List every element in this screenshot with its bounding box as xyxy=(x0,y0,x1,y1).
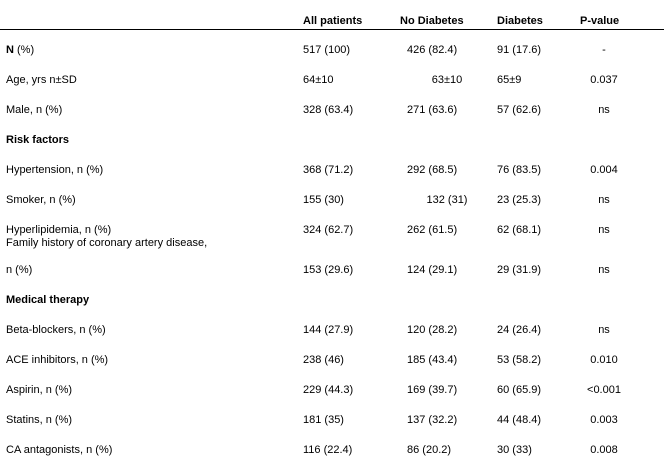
row-label-bold: N xyxy=(6,44,14,56)
table-row-ace-inhibitors xyxy=(0,354,664,370)
table-row-n xyxy=(0,44,664,60)
row-label: CA antagonists, n (%) xyxy=(6,444,113,456)
cell-no-diabetes: 86 (20.2) xyxy=(407,444,452,456)
cell-all: 144 (27.9) xyxy=(303,324,354,336)
table-row-statins xyxy=(0,414,664,430)
header-pvalue: P-value xyxy=(580,15,620,27)
cell-no-diabetes: 426 (82.4) xyxy=(407,44,458,56)
cell-all: 116 (22.4) xyxy=(303,444,353,456)
cell-all: 517 (100) xyxy=(303,44,351,56)
cell-diabetes: 23 (25.3) xyxy=(497,194,542,206)
cell-pvalue: ns xyxy=(598,194,610,206)
cell-diabetes: 91 (17.6) xyxy=(497,44,542,56)
cell-all: 229 (44.3) xyxy=(303,384,354,396)
cell-pvalue: ns xyxy=(598,224,610,236)
cell-all: 181 (35) xyxy=(303,414,344,426)
row-label: Hypertension, n (%) xyxy=(6,164,104,176)
row-label-rest: (%) xyxy=(13,44,35,56)
cell-diabetes: 62 (68.1) xyxy=(497,224,542,236)
cell-no-diabetes: 271 (63.6) xyxy=(407,104,458,116)
cell-no-diabetes: 169 (39.7) xyxy=(407,384,458,396)
cell-no-diabetes: 185 (43.4) xyxy=(407,354,458,366)
cell-no-diabetes: 120 (28.2) xyxy=(407,324,458,336)
cell-pvalue: 0.004 xyxy=(590,164,618,176)
table-row-ca-antagonists xyxy=(0,444,664,460)
cell-all: 64±10 xyxy=(303,74,334,86)
cell-all: 153 (29.6) xyxy=(303,264,354,276)
cell-all: 238 (46) xyxy=(303,354,344,366)
cell-diabetes: 24 (26.4) xyxy=(497,324,542,336)
row-label: Statins, n (%) xyxy=(6,414,73,426)
cell-diabetes: 65±9 xyxy=(497,74,522,86)
row-label: ACE inhibitors, n (%) xyxy=(6,354,109,366)
section-medical-therapy: Medical therapy xyxy=(6,294,90,306)
cell-all: 368 (71.2) xyxy=(303,164,354,176)
table-row-aspirin xyxy=(0,384,664,400)
cell-all: 328 (63.4) xyxy=(303,104,354,116)
row-label xyxy=(6,44,34,57)
cell-all: 324 (62.7) xyxy=(303,224,354,236)
section-risk-factors: Risk factors xyxy=(6,134,69,146)
row-label: Smoker, n (%) xyxy=(6,194,76,206)
cell-pvalue: <0.001 xyxy=(587,384,621,396)
table-row-hypertension xyxy=(0,164,664,180)
header-no-diabetes: No Diabetes xyxy=(400,15,464,27)
table-row-beta-blockers xyxy=(0,324,664,340)
table-row-smoker xyxy=(0,194,664,210)
table-row-family-history xyxy=(0,264,664,280)
row-label: n (%) xyxy=(6,264,33,276)
row-label: Aspirin, n (%) xyxy=(6,384,73,396)
cell-no-diabetes: 124 (29.1) xyxy=(407,264,458,276)
table-row-age xyxy=(0,74,664,90)
row-label: Age, yrs n±SD xyxy=(6,74,77,86)
cell-no-diabetes: 137 (32.2) xyxy=(407,414,458,426)
cell-diabetes: 60 (65.9) xyxy=(497,384,542,396)
table-row-male xyxy=(0,104,664,120)
cell-diabetes: 30 (33) xyxy=(497,444,532,456)
cell-diabetes: 53 (58.2) xyxy=(497,354,542,366)
cell-diabetes: 29 (31.9) xyxy=(497,264,542,276)
row-label-family-history-line1: Family history of coronary artery disease, xyxy=(6,237,208,249)
cell-diabetes: 44 (48.4) xyxy=(497,414,542,426)
cell-pvalue: 0.037 xyxy=(590,74,618,86)
cell-pvalue: 0.003 xyxy=(590,414,618,426)
cell-pvalue: 0.010 xyxy=(590,354,618,366)
cell-pvalue: ns xyxy=(598,264,610,276)
row-label: Beta-blockers, n (%) xyxy=(6,324,106,336)
cell-no-diabetes: 63±10 xyxy=(431,74,463,86)
cell-pvalue: - xyxy=(602,44,606,56)
cell-pvalue: 0.008 xyxy=(590,444,618,456)
cell-pvalue: ns xyxy=(598,104,610,116)
cell-diabetes: 57 (62.6) xyxy=(497,104,542,116)
cell-diabetes: 76 (83.5) xyxy=(497,164,542,176)
cell-no-diabetes: 132 (31) xyxy=(426,194,468,206)
cell-pvalue: ns xyxy=(598,324,610,336)
row-label: Hyperlipidemia, n (%) xyxy=(6,224,112,236)
cell-all: 155 (30) xyxy=(303,194,344,206)
header-diabetes: Diabetes xyxy=(497,15,543,27)
cell-no-diabetes: 262 (61.5) xyxy=(407,224,458,236)
header-rule xyxy=(0,29,664,30)
row-label: Male, n (%) xyxy=(6,104,63,116)
cell-no-diabetes: 292 (68.5) xyxy=(407,164,458,176)
header-all-patients: All patients xyxy=(303,15,363,27)
